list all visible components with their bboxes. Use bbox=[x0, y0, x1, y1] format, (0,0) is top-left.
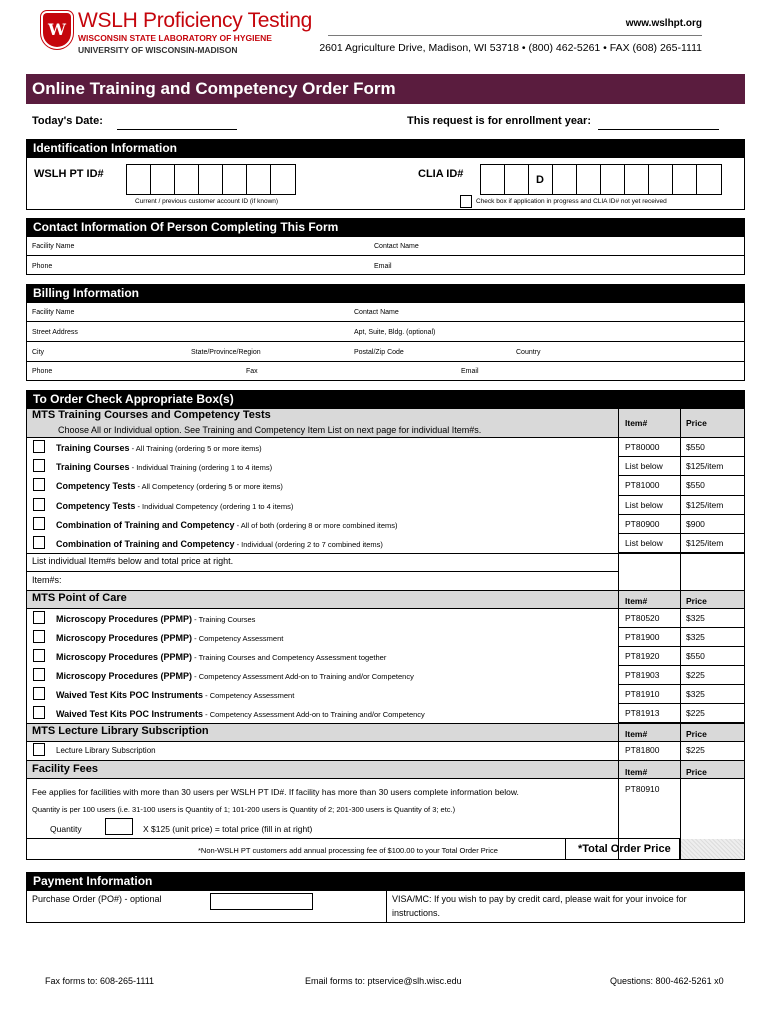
billing-country-field[interactable]: Country bbox=[516, 349, 541, 356]
mts-item-price: $900 bbox=[686, 518, 705, 529]
poc-item-row-divider bbox=[618, 684, 745, 685]
contact-phone-field[interactable]: Phone bbox=[32, 263, 53, 270]
poc-item-row-divider bbox=[618, 646, 745, 647]
pt-id-label: WSLH PT ID# bbox=[34, 168, 104, 180]
payment-divider bbox=[386, 890, 387, 923]
uw-crest-icon: W bbox=[43, 13, 71, 47]
order-heading: To Order Check Appropriate Box(s) bbox=[26, 390, 745, 408]
lecture-item-number: PT81800 bbox=[625, 745, 660, 755]
mts-item-price: $125/item bbox=[686, 499, 724, 510]
facility-fees-heading: Facility Fees bbox=[32, 763, 99, 775]
fees-divider-1 bbox=[618, 760, 619, 778]
mts-item-price: $550 bbox=[686, 442, 705, 452]
contact-facility-field[interactable]: Facility Name bbox=[32, 243, 75, 250]
billing-email-field[interactable]: Email bbox=[461, 368, 479, 375]
list-note: List individual Item#s below and total price at right. bbox=[32, 556, 234, 566]
fee-item-number: PT80910 bbox=[625, 784, 660, 794]
mts-item-title: Competency Tests bbox=[56, 500, 136, 511]
non-wslh-fee-note: *Non-WSLH PT customers add annual processing fee of $100.00 to your Total Order Price bbox=[198, 846, 498, 855]
poc-item-checkbox[interactable] bbox=[33, 611, 45, 624]
mts-item-description: - Individual Competency (ordering 1 to 4 items) bbox=[135, 501, 294, 511]
billing-contact-field[interactable]: Contact Name bbox=[354, 309, 399, 316]
mts-item-row-divider bbox=[618, 514, 745, 515]
poc-item-price: $225 bbox=[686, 708, 705, 718]
col-price-header: Price bbox=[686, 418, 707, 428]
mts-item-item-number: List below bbox=[625, 461, 663, 472]
quantity-formula: X $125 (unit price) = total price (fill in at right) bbox=[143, 824, 313, 834]
mts-item-checkbox[interactable] bbox=[33, 498, 45, 511]
fee-quantity-note: Quantity is per 100 users (i.e. 31-100 users is Quantity of 1; 101-200 users is Quantity of 2; 201-300 users is Quantity of 3; etc.) bbox=[32, 805, 456, 814]
billing-postal-field[interactable]: Postal/Zip Code bbox=[354, 349, 404, 356]
poc-item-item-number: PT81913 bbox=[625, 708, 660, 718]
mts-items-bottom bbox=[26, 553, 745, 554]
billing-street-field[interactable]: Street Address bbox=[32, 329, 78, 336]
poc-item-description: - Competency Assessment Add-on to Training and/or Competency bbox=[192, 672, 414, 681]
lecture-divider-2 bbox=[680, 723, 681, 741]
visa-mc-note-cont: instructions. bbox=[392, 908, 441, 918]
poc-item-checkbox[interactable] bbox=[33, 706, 45, 719]
poc-item-title: Microscopy Procedures (PPMP) bbox=[56, 633, 193, 643]
poc-item-title: Waived Test Kits POC Instruments bbox=[56, 690, 204, 700]
mts-item-item-number: PT80900 bbox=[625, 518, 660, 529]
poc-item-checkbox[interactable] bbox=[33, 668, 45, 681]
poc-item-checkbox[interactable] bbox=[33, 649, 45, 662]
mts-item-checkbox[interactable] bbox=[33, 459, 45, 472]
poc-heading: MTS Point of Care bbox=[32, 592, 127, 604]
mts-item-row-divider bbox=[618, 456, 745, 457]
mts-item-item-number: List below bbox=[625, 499, 663, 510]
footer-email[interactable]: Email forms to: ptservice@slh.wisc.edu bbox=[305, 976, 462, 986]
lecture-checkbox[interactable] bbox=[33, 743, 45, 756]
poc-col-item: Item# bbox=[625, 596, 648, 606]
poc-divider-1 bbox=[618, 590, 619, 608]
footer-fax: Fax forms to: 608-265-1111 bbox=[45, 976, 155, 986]
poc-item-row-divider bbox=[618, 665, 745, 666]
poc-item-title: Microscopy Procedures (PPMP) bbox=[56, 652, 193, 662]
poc-header-bottom bbox=[26, 608, 745, 609]
pt-id-caption: Current / previous customer account ID (if known) bbox=[135, 198, 279, 205]
billing-divider-3 bbox=[26, 361, 745, 362]
lecture-label: Lecture Library Subscription bbox=[56, 746, 156, 755]
poc-item-title: Waived Test Kits POC Instruments bbox=[56, 709, 204, 719]
mts-item-title: Training Courses bbox=[56, 462, 130, 473]
mts-item-price: $125/item bbox=[686, 461, 724, 472]
quantity-label: Quantity bbox=[50, 824, 82, 834]
poc-item-description: - Competency Assessment bbox=[203, 691, 295, 700]
poc-item-description: - Competency Assessment bbox=[192, 634, 284, 643]
mts-item-checkbox[interactable] bbox=[33, 440, 45, 453]
contact-email-field[interactable]: Email bbox=[374, 263, 392, 270]
mts-item-row-divider bbox=[618, 475, 745, 476]
lecture-header-bottom bbox=[26, 741, 745, 742]
mts-heading: MTS Training Courses and Competency Tests bbox=[32, 409, 271, 421]
billing-city-field[interactable]: City bbox=[32, 349, 45, 356]
poc-item-title: Microscopy Procedures (PPMP) bbox=[56, 614, 193, 624]
poc-item-label bbox=[56, 709, 425, 719]
mts-item-label bbox=[56, 443, 262, 453]
mts-note: Choose All or Individual option. See Training and Competency Item List on next page for individual Item#s. bbox=[58, 425, 482, 435]
poc-item-row-divider bbox=[618, 627, 745, 628]
poc-item-description: - Training Courses and Competency Assessment together bbox=[192, 653, 387, 662]
identification-heading: Identification Information bbox=[26, 139, 745, 157]
lecture-col-price: Price bbox=[686, 729, 707, 739]
poc-item-item-number: PT81910 bbox=[625, 689, 660, 699]
mts-item-item-number: PT81000 bbox=[625, 480, 660, 491]
clia-pending-checkbox[interactable] bbox=[460, 195, 472, 208]
contact-name-field[interactable]: Contact Name bbox=[374, 243, 419, 250]
header-address: 2601 Agriculture Drive, Madison, WI 53718 • (800) 462-5261 • FAX (608) 265-1111 bbox=[319, 42, 702, 54]
billing-state-field[interactable]: State/Province/Region bbox=[191, 349, 261, 356]
footer-questions: Questions: 800-462-5261 x0 bbox=[610, 976, 724, 986]
mts-item-title: Competency Tests bbox=[56, 481, 136, 492]
visa-mc-note: VISA/MC: If you wish to pay by credit card, please wait for your invoice for bbox=[392, 894, 687, 904]
clia-d-prefix: D bbox=[536, 174, 544, 186]
poc-item-title: Microscopy Procedures (PPMP) bbox=[56, 671, 193, 681]
poc-item-checkbox[interactable] bbox=[33, 687, 45, 700]
website-link[interactable]: www.wslhpt.org bbox=[625, 18, 702, 29]
lecture-heading: MTS Lecture Library Subscription bbox=[32, 725, 209, 737]
todays-date-field[interactable] bbox=[117, 129, 237, 130]
lecture-header-top bbox=[26, 723, 745, 724]
quantity-input[interactable] bbox=[105, 818, 133, 835]
poc-item-price: $325 bbox=[686, 632, 705, 642]
poc-item-label bbox=[56, 614, 255, 624]
mts-header-divider-1 bbox=[618, 408, 619, 437]
mts-item-description: - All of both (ordering 8 or more combined items) bbox=[234, 520, 398, 530]
mts-item-label bbox=[56, 501, 293, 511]
pt-id-input[interactable] bbox=[126, 164, 296, 195]
poc-item-item-number: PT81920 bbox=[625, 651, 660, 661]
header-divider bbox=[328, 35, 702, 36]
poc-item-label bbox=[56, 671, 414, 681]
billing-apt-field[interactable]: Apt, Suite, Bldg. (optional) bbox=[354, 329, 436, 336]
mts-item-title: Training Courses bbox=[56, 443, 130, 453]
enrollment-year-label: This request is for enrollment year: bbox=[407, 115, 591, 127]
item-numbers-label: Item#s: bbox=[32, 575, 62, 585]
poc-item-description: - Training Courses bbox=[192, 615, 256, 624]
poc-item-label bbox=[56, 690, 294, 700]
mts-item-checkbox[interactable] bbox=[33, 478, 45, 491]
brand-name: WSLH Proficiency Testing bbox=[78, 9, 313, 32]
fees-header-bottom bbox=[26, 778, 745, 779]
mts-item-label bbox=[56, 539, 383, 549]
clia-pending-caption: Check box if application in progress and CLIA ID# not yet received bbox=[476, 198, 667, 205]
mts-item-description: - Individual Training (ordering 1 to 4 items) bbox=[129, 463, 273, 473]
poc-item-price: $225 bbox=[686, 670, 705, 680]
lecture-divider-1 bbox=[618, 723, 619, 741]
poc-item-description: - Competency Assessment Add-on to Training and/or Competency bbox=[203, 710, 425, 719]
clia-id-label: CLIA ID# bbox=[418, 168, 464, 180]
billing-fax-field[interactable]: Fax bbox=[246, 368, 258, 375]
mts-item-label bbox=[56, 481, 283, 491]
mts-item-label bbox=[56, 520, 398, 530]
fees-col-price: Price bbox=[686, 767, 707, 777]
enrollment-year-field[interactable] bbox=[598, 129, 719, 130]
po-label: Purchase Order (PO#) - optional bbox=[32, 894, 162, 904]
mts-header-bottom bbox=[26, 437, 745, 438]
col-item-header: Item# bbox=[625, 418, 648, 428]
total-order-price-field[interactable] bbox=[681, 839, 744, 859]
mts-item-description: - Individual (ordering 2 to 7 combined items) bbox=[234, 540, 383, 549]
mts-item-checkbox[interactable] bbox=[33, 517, 45, 530]
billing-facility-field[interactable]: Facility Name bbox=[32, 309, 75, 316]
form-title: Online Training and Competency Order Form bbox=[32, 79, 396, 98]
fee-description: Fee applies for facilities with more than 30 users per WSLH PT ID#. If facility has more than 30 users complete information below. bbox=[32, 787, 519, 797]
contact-row-divider bbox=[26, 255, 745, 256]
poc-col-price: Price bbox=[686, 596, 707, 606]
billing-divider-1 bbox=[26, 321, 745, 322]
form-title-bar bbox=[26, 74, 745, 104]
mts-item-row-divider bbox=[618, 495, 745, 496]
list-note-divider bbox=[26, 571, 618, 572]
poc-item-label bbox=[56, 633, 283, 643]
poc-item-checkbox[interactable] bbox=[33, 630, 45, 643]
mts-item-item-number: PT80000 bbox=[625, 442, 660, 452]
billing-heading: Billing Information bbox=[26, 284, 745, 302]
poc-item-price: $325 bbox=[686, 613, 705, 623]
mts-item-checkbox[interactable] bbox=[33, 536, 45, 549]
total-order-price-label: *Total Order Price bbox=[578, 843, 671, 855]
billing-phone-field[interactable]: Phone bbox=[32, 368, 53, 375]
poc-item-row-divider bbox=[618, 703, 745, 704]
poc-item-item-number: PT80520 bbox=[625, 613, 660, 623]
clia-id-input[interactable] bbox=[480, 164, 722, 195]
poc-item-item-number: PT81900 bbox=[625, 632, 660, 642]
mts-header-divider-2 bbox=[680, 408, 681, 437]
mts-item-title: Combination of Training and Competency bbox=[56, 539, 235, 549]
poc-item-item-number: PT81903 bbox=[625, 670, 660, 680]
mts-item-price: $125/item bbox=[686, 538, 724, 548]
mts-item-price: $550 bbox=[686, 480, 705, 491]
lecture-price: $225 bbox=[686, 745, 705, 755]
poc-item-price: $550 bbox=[686, 651, 705, 661]
brand-subtitle: WISCONSIN STATE LABORATORY OF HYGIENE bbox=[78, 33, 272, 43]
poc-item-label bbox=[56, 652, 386, 662]
payment-heading: Payment Information bbox=[26, 872, 745, 890]
fees-divider-2 bbox=[680, 760, 681, 778]
todays-date-label: Today's Date: bbox=[32, 115, 103, 127]
mts-item-row-divider bbox=[618, 533, 745, 534]
po-number-input[interactable] bbox=[210, 893, 313, 910]
fees-bottom-divider bbox=[26, 838, 618, 839]
mts-item-description: - All Competency (ordering 5 or more items) bbox=[135, 482, 283, 492]
fees-col-item: Item# bbox=[625, 767, 648, 777]
brand-university: UNIVERSITY OF WISCONSIN-MADISON bbox=[78, 45, 238, 55]
contact-heading: Contact Information Of Person Completing This Form bbox=[26, 218, 745, 236]
poc-divider-2 bbox=[680, 590, 681, 608]
poc-item-price: $325 bbox=[686, 689, 705, 699]
mts-item-description: - All Training (ordering 5 or more items) bbox=[129, 444, 262, 453]
lecture-col-item: Item# bbox=[625, 729, 648, 739]
mts-item-title: Combination of Training and Competency bbox=[56, 519, 235, 530]
mts-item-label bbox=[56, 462, 272, 472]
billing-divider-2 bbox=[26, 341, 745, 342]
mts-item-item-number: List below bbox=[625, 538, 663, 548]
